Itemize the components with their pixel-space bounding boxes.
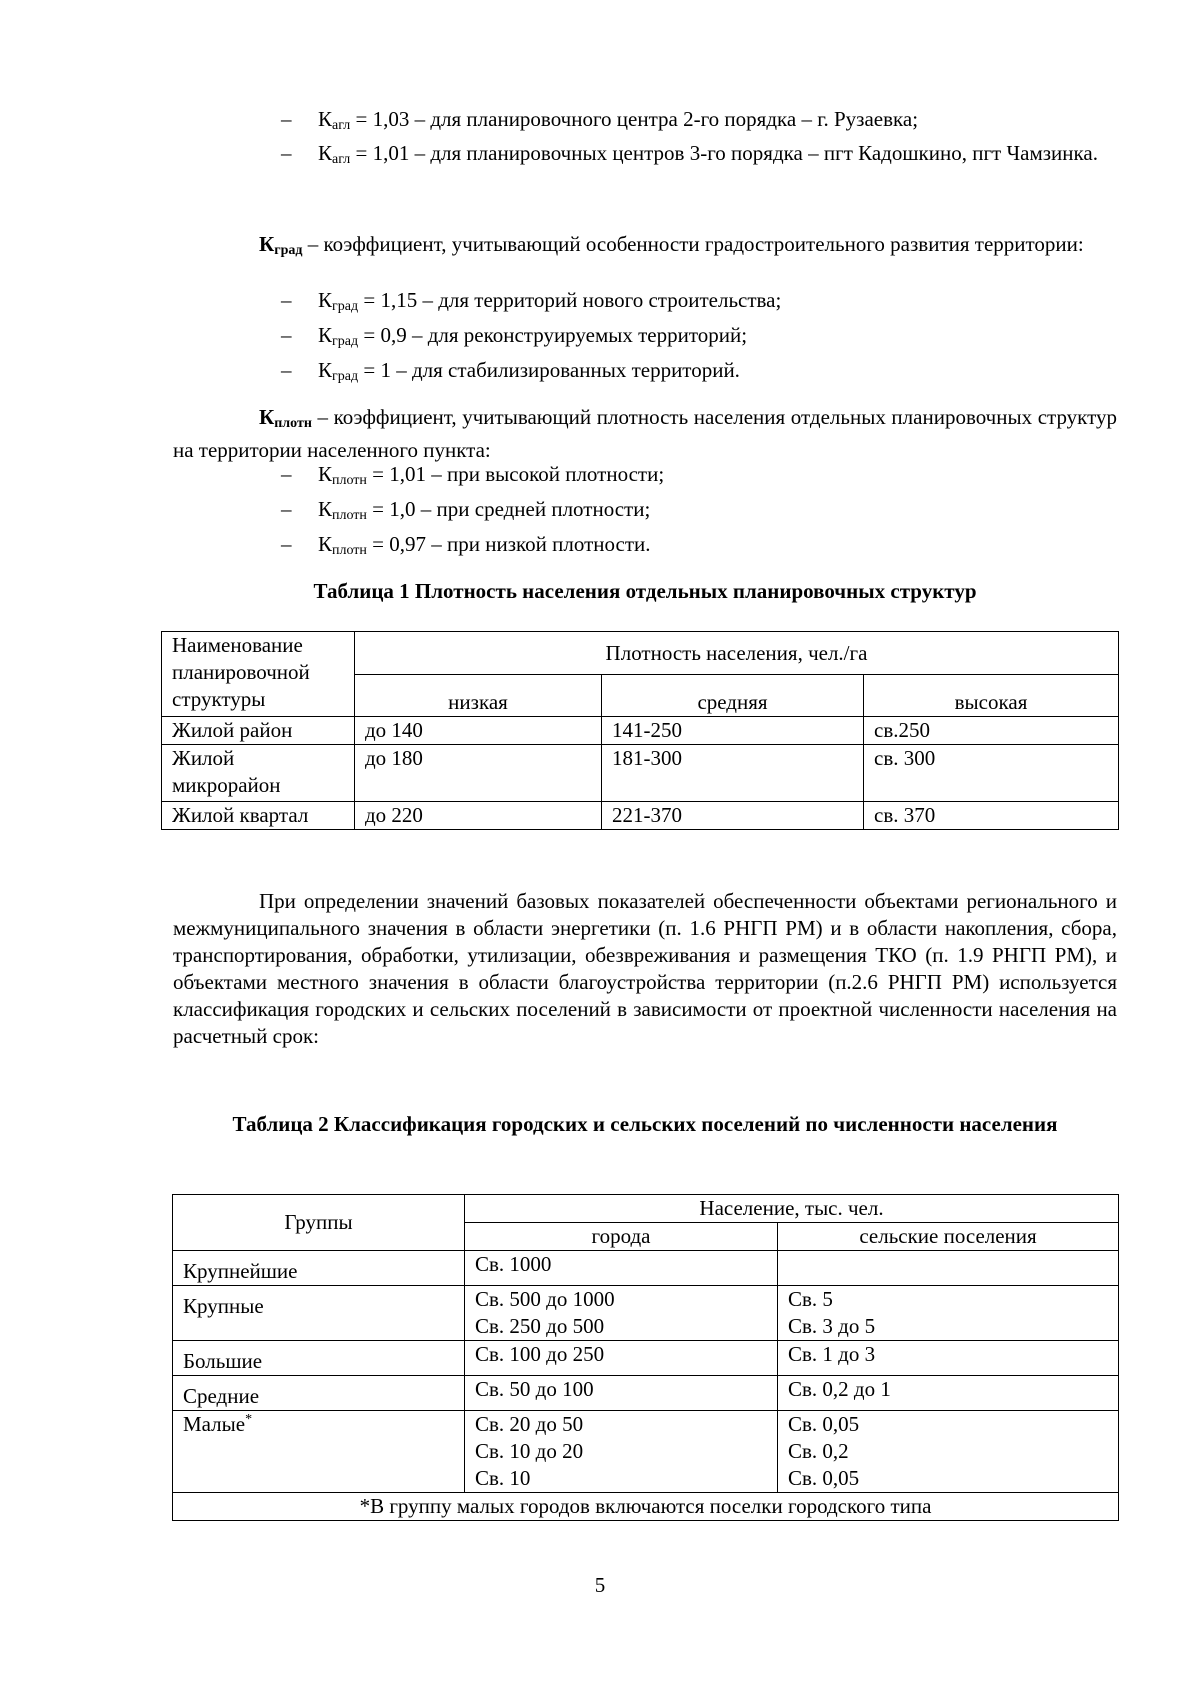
table-cell: Св. 500 до 1000 Св. 250 до 500 bbox=[465, 1286, 778, 1341]
table-header-cell: Население, тыс. чел. bbox=[465, 1195, 1119, 1223]
density-table bbox=[161, 631, 1119, 830]
table1-caption: Таблица 1 Плотность населения отдельных планировочных структур bbox=[313, 579, 977, 603]
table-row bbox=[173, 1376, 1119, 1411]
kgrad-list bbox=[281, 287, 1117, 390]
table-cell: 221-370 bbox=[602, 802, 864, 830]
table-subheader-cell: низкая bbox=[355, 675, 602, 717]
classification-table bbox=[172, 1194, 1119, 1521]
body-paragraph: При определении значений базовых показателей обеспеченности объектами регионального и межмуниципального значения в области энергетики (п. 1.6 РНГП РМ) и в области накопления, сбора, транспортирования, обработки, утилизации, обезвреживания и размещения ТКО (п. 1.9 РНГП РМ), и объектами местного значения в области благоустройства территории (п.2.6 РНГП РМ) используется классификация городских и сельских поселений в зависимости от проектной численности населения на расчетный срок: bbox=[173, 889, 1117, 1048]
table-row bbox=[173, 1341, 1119, 1376]
table-subheader-cell: города bbox=[465, 1223, 778, 1251]
table-header-cell: Группы bbox=[173, 1195, 465, 1251]
table-cell: св.250 bbox=[864, 717, 1119, 745]
list-item: – $К_{агл} = 1,03$ – для планировочного центра 2-го порядка – г. Рузаевка; bbox=[281, 107, 919, 133]
table-row bbox=[162, 745, 1119, 802]
kagl-list bbox=[281, 106, 1117, 173]
list-item: – $К_{град} = 1$ – для стабилизированных территорий. bbox=[281, 358, 740, 384]
table-cell: до 140 bbox=[355, 717, 602, 745]
table-cell: Св. 0,2 до 1 bbox=[778, 1376, 1119, 1411]
table-cell: Св. 0,05 Св. 0,2 Св. 0,05 bbox=[778, 1411, 1119, 1493]
table-row bbox=[173, 1411, 1119, 1493]
table-row bbox=[173, 1286, 1119, 1341]
table-header-cell: Наименование планировочной структуры bbox=[162, 632, 355, 717]
table-cell: Крупные bbox=[173, 1286, 465, 1341]
table-cell: 141-250 bbox=[602, 717, 864, 745]
table-cell: Св. 50 до 100 bbox=[465, 1376, 778, 1411]
table-cell: Св. 20 до 50 Св. 10 до 20 Св. 10 bbox=[465, 1411, 778, 1493]
table-footnote-row bbox=[173, 1493, 1119, 1521]
list-item: – $К_{плотн} = 0,97$ – при низкой плотности. bbox=[281, 532, 651, 558]
kgrad-definition: $К_{град}$ – коэффициент, учитывающий особенности градостроительного развития территории: bbox=[259, 232, 1084, 258]
table-row bbox=[162, 802, 1119, 830]
list-item: – $К_{град} = 1,15$ – для территорий нового строительства; bbox=[281, 288, 782, 314]
table-cell: Св. 100 до 250 bbox=[465, 1341, 778, 1376]
table-cell: Св. 1 до 3 bbox=[778, 1341, 1119, 1376]
table-cell bbox=[778, 1251, 1119, 1286]
table-cell: до 180 bbox=[355, 745, 602, 802]
table-row bbox=[162, 717, 1119, 745]
list-item: – $К_{плотн} = 1,01$ – при высокой плотности; bbox=[281, 462, 665, 488]
table-header-cell: Плотность населения, чел./га bbox=[355, 632, 1119, 675]
table-subheader-cell: средняя bbox=[602, 675, 864, 717]
table-footnote: *В группу малых городов включаются поселки городского типа bbox=[173, 1493, 1119, 1521]
table-cell: Св. 1000 bbox=[465, 1251, 778, 1286]
table-cell: св. 300 bbox=[864, 745, 1119, 802]
table-cell: св. 370 bbox=[864, 802, 1119, 830]
table-cell: Жилой квартал bbox=[162, 802, 355, 830]
table-cell: Жилой район bbox=[162, 717, 355, 745]
table-row bbox=[173, 1251, 1119, 1286]
list-item: – $К_{агл} = 1,01$ – для планировочных центров 3-го порядка – пгт Кадошкино, пгт Чамзинка. bbox=[281, 141, 1098, 167]
list-item: – $К_{плотн} = 1,0$ – при средней плотности; bbox=[281, 497, 651, 523]
table2-caption: Таблица 2 Классификация городских и сельских поселений по численности населения bbox=[232, 1112, 1058, 1136]
table-cell: до 220 bbox=[355, 802, 602, 830]
table-cell: Малые* bbox=[173, 1411, 465, 1493]
table-cell: Св. 5 Св. 3 до 5 bbox=[778, 1286, 1119, 1341]
table-cell: 181-300 bbox=[602, 745, 864, 802]
page-number: 5 bbox=[594, 1573, 606, 1597]
kplotn-definition: $К_{плотн}$ – коэффициент, учитывающий плотность населения отдельных планировочных структур на территории населенного пункта: bbox=[173, 405, 1117, 462]
table-subheader-cell: высокая bbox=[864, 675, 1119, 717]
table-cell: Большие bbox=[173, 1341, 465, 1376]
table-subheader-cell: сельские поселения bbox=[778, 1223, 1119, 1251]
kplotn-list bbox=[281, 461, 1117, 564]
table-cell: Крупнейшие bbox=[173, 1251, 465, 1286]
table-cell: Жилой микрорайон bbox=[162, 745, 355, 802]
list-item: – $К_{град} = 0,9$ – для реконструируемых территорий; bbox=[281, 323, 748, 349]
table-cell: Средние bbox=[173, 1376, 465, 1411]
